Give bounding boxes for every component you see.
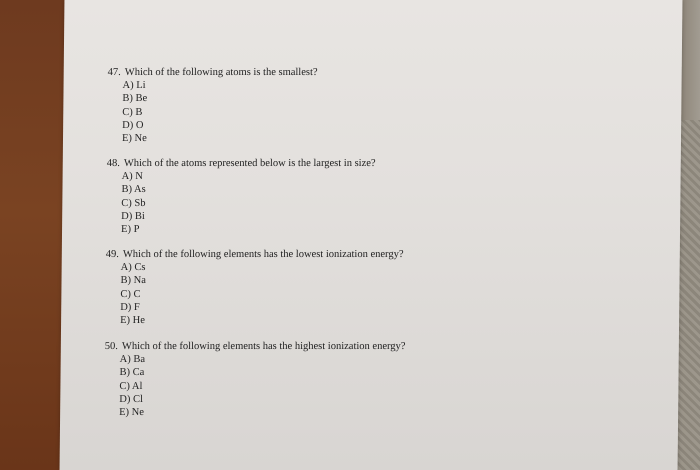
question-sheet: [60, 0, 683, 470]
question-49: [105, 248, 646, 327]
question-49-text: [106, 248, 646, 261]
question-49-number: 49.: [105, 249, 119, 260]
option-e: E) Ne: [119, 407, 144, 419]
option-c: C) C: [120, 288, 141, 300]
option-a: A) N: [121, 171, 143, 183]
question-50-options: [104, 353, 645, 419]
option-e: E) He: [120, 315, 145, 327]
option-b: B) Na: [120, 275, 146, 287]
option-b: B) As: [121, 184, 146, 196]
option-d: D) F: [120, 301, 140, 313]
question-49-options: [105, 261, 646, 327]
question-48-prompt: Which of the atoms represented below is the largest in size?: [123, 158, 376, 169]
option-a: A) Cs: [120, 262, 146, 274]
question-48-number: 48.: [106, 158, 120, 169]
question-47-text: [108, 66, 648, 79]
option-e: E) P: [120, 224, 140, 236]
option-d: D) O: [122, 119, 144, 131]
option-d: D) Bi: [121, 210, 145, 222]
option-b: B) Ca: [119, 367, 145, 379]
question-50-prompt: Which of the following elements has the highest ionization energy?: [121, 341, 406, 352]
option-a: A) Li: [122, 80, 146, 92]
option-b: B) Be: [122, 93, 148, 105]
option-c: C) Sb: [121, 197, 146, 209]
question-47-number: 47.: [107, 67, 121, 78]
option-c: C) Al: [119, 380, 143, 392]
option-d: D) Cl: [119, 393, 143, 405]
question-47-prompt: Which of the following atoms is the smallest?: [124, 67, 318, 78]
question-50-number: 50.: [104, 341, 119, 352]
question-48-options: [106, 170, 647, 236]
question-49-prompt: Which of the following elements has the lowest ionization energy?: [122, 249, 404, 260]
question-47: [107, 66, 648, 145]
worksheet-paper: [60, 0, 683, 470]
question-50-text: [105, 340, 645, 353]
question-48: [106, 157, 647, 236]
option-e: E) Ne: [121, 133, 147, 145]
question-47-options: [107, 79, 648, 145]
option-a: A) Ba: [119, 354, 146, 366]
question-48-text: [107, 157, 647, 170]
option-c: C) B: [122, 106, 143, 118]
question-50: [104, 340, 645, 419]
